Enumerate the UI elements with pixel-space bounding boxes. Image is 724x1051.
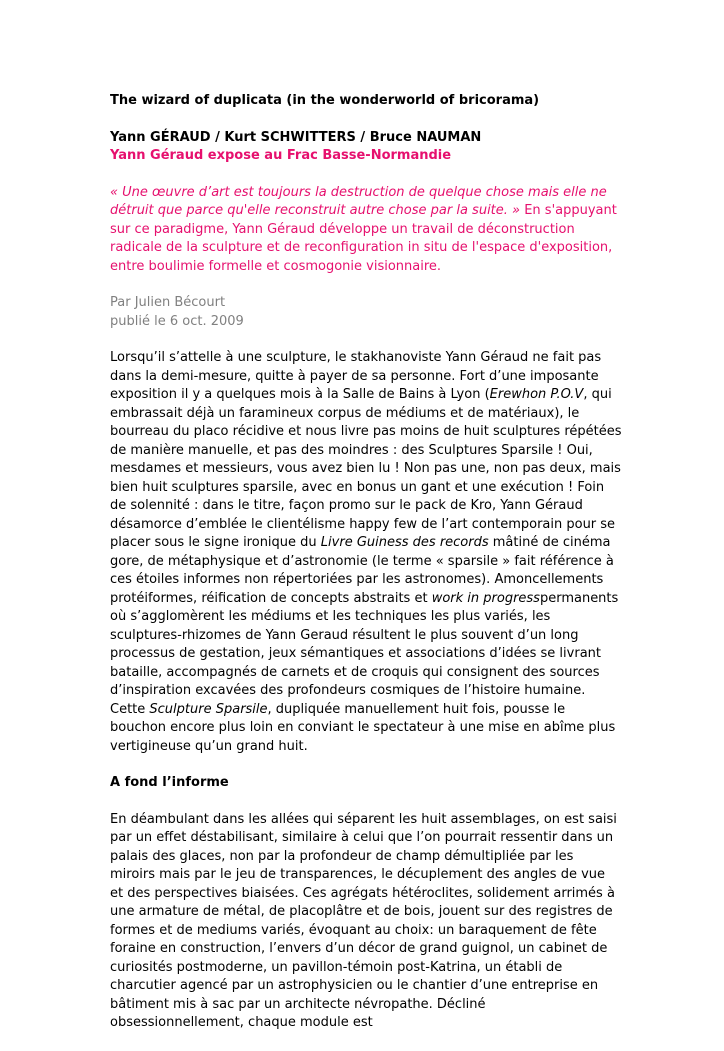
p1-text-a: Lorsqu’il s’attelle à une sculpture, le stakhanoviste Yann Géraud ne fait pas dans la demi-mesure, quitte à payer de sa personne. Fort d’une imposante exposition il y a quelques mois à la Salle de Bains à Lyon ( xyxy=(110,350,602,402)
byline xyxy=(110,294,622,331)
p1-italic-sculpture-sparsile: Sculpture Sparsile xyxy=(149,701,268,717)
p1-text-c: , qui embrassait déjà un faramineux corpus de médiums et de matériaux), le bourreau du placo récidive et nous livre pas moins de huit sculptures répétées de manière manuelle, et pas des moindres : des Sculptures Sparsile ! Oui, mesdames et messieurs, vous avez bien lu ! Non pas une, non pas deux, mais bien huit sculptures sparsile, avec en bonus un gant et une exécution ! Foin de solennité : dans le titre, façon promo sur le pack de Kro, Yann Géraud désamorce d’emblée le clientélisme happy few de l’art contemporain pour se placer sous le signe ironique du xyxy=(110,387,622,550)
article-intro xyxy=(110,184,622,277)
intro-text: En s'appuyant sur ce paradigme, Yann Géraud développe un travail de déconstruction radicale de la sculpture et de reconfiguration in situ de l'espace d'exposition, entre boulimie formelle et cosmogonie visionnaire. xyxy=(110,203,617,274)
p1-italic-guiness: Livre Guiness des records xyxy=(320,535,489,550)
p1-text-i: , dupliquée manuellement huit fois, pousse le bouchon encore plus loin en conviant le spectateur à une mise en abîme plus vertigineuse qu’un grand huit. xyxy=(110,701,616,754)
p1-text-e: mâtiné de cinéma gore, de métaphysique et d’astronomie (le terme « sparsile » fait référence à ces étoiles informes non répertoriées par les astronomes). Amoncellements protéiformes, réification de concepts abstraits et xyxy=(110,535,614,606)
p1-italic-erewhon: Erewhon P.O.V xyxy=(489,387,584,402)
article-authors: Yann GÉRAUD / Kurt SCHWITTERS / Bruce NAUMAN xyxy=(110,129,482,145)
p1-text-g: permanents où s’agglomèrent les médiums et les techniques les plus variés, les sculptures-rhizomes de Yann Geraud résultent le plus souvent d’un long processus de gestation, jeux sémantiques et associations d’idées se livrant bataille, accompagnés de carnets et de croquis qui consignent des sources d’inspiration excavées des profondeurs cosmiques de l’histoire humaine. Cette xyxy=(110,590,619,717)
article-subtitle: Yann Géraud expose au Frac Basse-Normandie xyxy=(110,148,452,163)
section-heading: A fond l’informe xyxy=(110,775,229,790)
byline-author: Par Julien Bécourt xyxy=(110,295,226,310)
p1-italic-work-in-progress: work in progress xyxy=(431,590,540,606)
article-title: The wizard of duplicata (in the wonderworld of bricorama) xyxy=(110,93,540,108)
byline-date: publié le 6 oct. 2009 xyxy=(110,313,244,329)
body-paragraph-1 xyxy=(110,349,622,756)
intro-quote: « Une œuvre d’art est toujours la destruction de quelque chose mais elle ne détruit que parce qu'elle reconstruit autre chose par la suite. » xyxy=(110,184,607,218)
document-page xyxy=(110,92,622,1051)
body-paragraph-2: En déambulant dans les allées qui séparent les huit assemblages, on est saisi par un effet déstabilisant, similaire à celui que l’on pourrait ressentir dans un palais des glaces, non par la profondeur de champ démultipliée par les miroirs mais par le jeu de transparences, le décuplement des angles de vue et des perspectives biaisées. Ces agrégats hétéroclites, solidement arrimés à une armature de métal, de placoplâtre et de bois, jouent sur des registres de formes et de mediums variés, évoquant au choix: un baraquement de fête foraine en construction, l’envers d’un décor de grand guignol, un cabinet de curiosités postmoderne, un pavillon-témoin post-Katrina, un établi de charcutier agencé par un astrophysicien ou le chantier d’une entreprise en bâtiment mis à sac par un architecte névropathe. Décliné obsessionnellement, chaque module est xyxy=(110,811,617,1030)
